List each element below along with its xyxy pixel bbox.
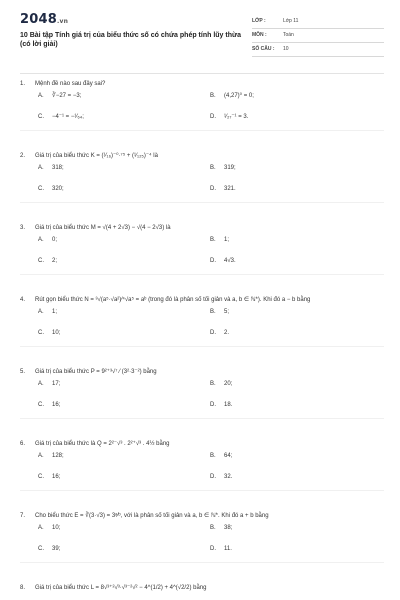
question-stem xyxy=(20,440,384,452)
answer-option-c[interactable] xyxy=(38,185,64,193)
question-separator xyxy=(20,418,384,419)
option-letter: A. xyxy=(38,309,44,315)
meta-table xyxy=(252,15,384,57)
answer-option-c[interactable] xyxy=(38,401,60,409)
option-text: 2; xyxy=(52,258,58,264)
option-text: 1; xyxy=(52,309,58,315)
question-1 xyxy=(20,80,384,130)
answer-option-c[interactable] xyxy=(38,545,60,553)
option-text: −4⁻¹ = −¹⁄₆₄; xyxy=(52,114,84,120)
answer-options xyxy=(20,92,384,130)
answer-option-a[interactable] xyxy=(38,308,57,316)
question-number: 6. xyxy=(20,441,26,447)
answer-option-a[interactable] xyxy=(38,380,60,388)
question-text: Cho biểu thức E = ∛(3·√3) = 3ᵃ⁄ᵇ, với là phân số tối giản và a, b ∈ ℕ*. Khi đó a + b bằng xyxy=(35,513,269,519)
answer-option-d[interactable] xyxy=(210,401,232,409)
question-number: 4. xyxy=(20,297,26,303)
question-number: 2. xyxy=(20,153,26,159)
option-text: 20; xyxy=(224,381,233,387)
answer-option-a[interactable] xyxy=(38,92,81,100)
meta-row-class: LỚP : Lớp 11 xyxy=(252,15,384,29)
answer-option-a[interactable] xyxy=(38,164,64,172)
answer-option-c[interactable] xyxy=(38,329,60,337)
answer-option-b[interactable] xyxy=(210,164,236,172)
option-letter: D. xyxy=(210,114,216,120)
question-separator xyxy=(20,202,384,203)
option-letter: A. xyxy=(38,93,44,99)
option-letter: C. xyxy=(38,546,44,552)
option-text: 5; xyxy=(224,309,230,315)
option-letter: B. xyxy=(210,237,216,243)
option-text: 128; xyxy=(52,453,64,459)
option-letter: D. xyxy=(210,402,216,408)
option-text: 17; xyxy=(52,381,61,387)
answer-option-b[interactable] xyxy=(210,308,229,316)
option-letter: B. xyxy=(210,453,216,459)
question-text: Giá trị của biểu thức P = 9²⁺³√⁷ ⁄ (3²·3⁻²) bằng xyxy=(35,369,157,375)
option-letter: C. xyxy=(38,402,44,408)
option-text: 32. xyxy=(224,474,233,480)
option-text: 16; xyxy=(52,474,61,480)
question-stem xyxy=(20,296,384,308)
option-letter: D. xyxy=(210,186,216,192)
question-stem xyxy=(20,512,384,524)
question-separator xyxy=(20,562,384,563)
meta-row-subject: MÔN : Toán xyxy=(252,29,384,43)
question-separator xyxy=(20,346,384,347)
option-text: 0; xyxy=(52,237,58,243)
option-text: 1; xyxy=(224,237,230,243)
answer-option-b[interactable] xyxy=(210,92,254,100)
answer-option-b[interactable] xyxy=(210,236,229,244)
answer-options xyxy=(20,452,384,490)
answer-option-b[interactable] xyxy=(210,524,232,532)
answer-option-b[interactable] xyxy=(210,452,232,460)
option-text: ¹⁄₂₇⁻¹ = 3. xyxy=(224,114,249,120)
answer-option-a[interactable] xyxy=(38,524,60,532)
answer-option-a[interactable] xyxy=(38,452,64,460)
option-letter: A. xyxy=(38,381,44,387)
answer-options xyxy=(20,380,384,418)
option-letter: D. xyxy=(210,258,216,264)
answer-option-c[interactable] xyxy=(38,257,57,265)
option-text: ∛−27 = −3; xyxy=(52,93,82,99)
question-number: 1. xyxy=(20,81,26,87)
option-letter: A. xyxy=(38,165,44,171)
option-text: 321. xyxy=(224,186,236,192)
answer-option-d[interactable] xyxy=(210,473,232,481)
answer-option-d[interactable] xyxy=(210,545,232,553)
question-number: 7. xyxy=(20,513,26,519)
question-text: Giá trị của biểu thức L = 8√³⁺²√³·√³⁻²√² − 4^(1/2) + 4^(√2/2) bằng xyxy=(35,585,207,591)
answer-option-d[interactable] xyxy=(210,329,229,337)
question-stem xyxy=(20,224,384,236)
header-divider xyxy=(20,73,384,74)
option-letter: D. xyxy=(210,330,216,336)
question-text: Giá trị của biểu thức là Q = 2²⁻√³ . 2²⁺√³ . 4½ bằng xyxy=(35,441,170,447)
option-text: 4√3. xyxy=(224,258,236,264)
option-letter: B. xyxy=(210,525,216,531)
option-text: 319; xyxy=(224,165,236,171)
question-text: Giá trị của biểu thức K = (¹⁄₁₆)⁻⁰·⁷⁵ + (¹⁄₁₂₅)⁻⁴ là xyxy=(35,153,158,159)
option-text: 18. xyxy=(224,402,233,408)
question-stem xyxy=(20,368,384,380)
question-text: Mệnh đề nào sau đây sai? xyxy=(35,81,106,87)
option-letter: B. xyxy=(210,165,216,171)
answer-options xyxy=(20,524,384,562)
option-letter: B. xyxy=(210,381,216,387)
question-3 xyxy=(20,224,384,274)
option-letter: A. xyxy=(38,237,44,243)
answer-option-d[interactable] xyxy=(210,257,236,265)
option-text: 318; xyxy=(52,165,64,171)
option-letter: D. xyxy=(210,546,216,552)
site-logo[interactable]: 2048.vn xyxy=(20,12,69,27)
option-letter: B. xyxy=(210,93,216,99)
answer-option-c[interactable] xyxy=(38,473,60,481)
option-text: 2. xyxy=(224,330,230,336)
option-letter: C. xyxy=(38,330,44,336)
answer-option-c[interactable] xyxy=(38,113,84,121)
question-separator xyxy=(20,490,384,491)
answer-option-d[interactable] xyxy=(210,113,248,121)
option-letter: C. xyxy=(38,114,44,120)
option-text: 320; xyxy=(52,186,64,192)
question-stem xyxy=(20,80,384,92)
option-text: 16; xyxy=(52,402,61,408)
question-6 xyxy=(20,440,384,490)
answer-options xyxy=(20,164,384,202)
question-7 xyxy=(20,512,384,562)
option-text: 10; xyxy=(52,525,61,531)
meta-row-count: SỐ CÂU : 10 xyxy=(252,43,384,57)
document-title: 10 Bài tập Tính giá trị của biểu thức số có chứa phép tính lũy thừa (có lời giải) xyxy=(20,32,241,48)
question-separator xyxy=(20,274,384,275)
answer-option-d[interactable] xyxy=(210,185,236,193)
question-number: 8. xyxy=(20,585,26,591)
question-number: 5. xyxy=(20,369,26,375)
answer-option-a[interactable] xyxy=(38,236,57,244)
option-letter: C. xyxy=(38,258,44,264)
question-text: Giá trị của biểu thức M = √(4 + 2√3) − √(4 − 2√3) là xyxy=(35,225,171,231)
option-text: 11. xyxy=(224,546,232,552)
question-number: 3. xyxy=(20,225,26,231)
answer-options xyxy=(20,236,384,274)
question-2 xyxy=(20,152,384,202)
answer-option-b[interactable] xyxy=(210,380,232,388)
option-text: 64; xyxy=(224,453,233,459)
option-letter: A. xyxy=(38,525,44,531)
option-letter: A. xyxy=(38,453,44,459)
option-letter: C. xyxy=(38,186,44,192)
question-stem xyxy=(20,584,384,596)
answer-options xyxy=(20,308,384,346)
question-8 xyxy=(20,584,384,596)
option-letter: C. xyxy=(38,474,44,480)
option-letter: D. xyxy=(210,474,216,480)
question-5 xyxy=(20,368,384,418)
option-text: (4,27)⁰ = 0; xyxy=(224,93,254,99)
page-header xyxy=(0,0,400,66)
option-text: 38; xyxy=(224,525,233,531)
option-text: 10; xyxy=(52,330,61,336)
option-letter: B. xyxy=(210,309,216,315)
question-stem xyxy=(20,152,384,164)
question-text: Rút gọn biểu thức N = ³√(a⁵·√a²)⁄⁴√a⁵ = aᵇ (trong đó là phân số tối giản và a, b ∈ ℕ*). Khi đó a − b bằng xyxy=(35,297,311,303)
option-text: 39; xyxy=(52,546,61,552)
question-4 xyxy=(20,296,384,346)
question-separator xyxy=(20,130,384,131)
